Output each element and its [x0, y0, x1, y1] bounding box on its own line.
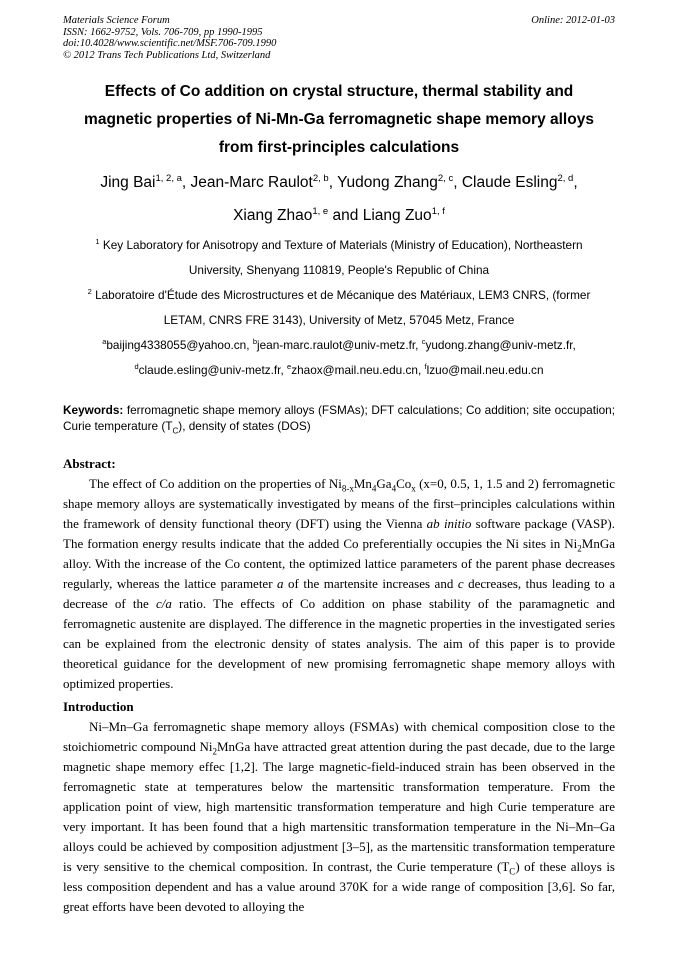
keywords-label: Keywords: — [63, 403, 124, 417]
author-list — [40, 166, 638, 232]
affiliation-2 — [60, 283, 618, 333]
affiliation-sup: 1 — [95, 237, 100, 247]
email-sup: f — [424, 362, 427, 372]
email-sup: c — [421, 337, 426, 347]
author-affil-sup: 1, f — [431, 205, 445, 217]
formula-sub: x — [411, 483, 416, 494]
abstract-text: of the martensite increases and — [283, 576, 458, 591]
abstract-text: (x=0, 0.5, 1, 1.5 and 2) ferromagnetic shape memory alloys are systematically investigated by means of the first–principles calculations within the framework of density functional theory (DFT) using the Vienna — [63, 476, 615, 531]
formula-sub: 4 — [391, 483, 397, 494]
author-line-1: Jing Bai$^{1, 2, a}$, Jean-Marc Raulot$^{2, b}$, Yudong Zhang$^{2, c}$, Claude Esling$^{2, d}$, — [100, 172, 578, 191]
email-sup: b — [252, 337, 257, 347]
issn-line: ISSN: 1662-9752, Vols. 706-709, pp 1990-1995 — [63, 26, 263, 38]
author-line-2 — [40, 199, 638, 232]
intro-text: MnGa have attracted great attention during the past decade, due to the large magnetic shape memory effec [1,2]. The large magnetic-field-induced strain has been observed in the ferromagnetic state at temperatures below the martensitic transformation temperature. From the application point of view, high martensitic transformation temperature and high Curie temperature are very important. It has been found that a high martensitic transformation temperature in the Ni–Mn–Ga alloys could be achieved by composition adjustment [3–5], as the martensitic transformation temperature is very sensitive to the chemical composition. In contrast, the Curie temperature (T — [63, 739, 615, 874]
formula-sub: 2 — [212, 746, 217, 757]
email-link[interactable]: jean-marc.raulot@univ-metz.fr, — [256, 338, 419, 352]
abstract-text: decreases, thus leading to a decrease of the — [63, 576, 616, 611]
copyright-line: © 2012 Trans Tech Publications Ltd, Switzerland — [63, 49, 271, 61]
abstract-heading: Abstract: — [63, 456, 116, 471]
abstract-text: MnGa alloy. With the increase of the Co content, the optimized lattice parameters of the parent phase decreases regularly, whereas the lattice parameter — [63, 536, 615, 591]
email-link[interactable]: claude.esling@univ-metz.fr, — [138, 363, 284, 377]
abstract-italic: c/a — [155, 596, 172, 611]
formula-sub: 4 — [371, 483, 377, 494]
email-link[interactable]: zhaox@mail.neu.edu.cn, — [291, 363, 422, 377]
author-name: Liang Zuo — [362, 207, 432, 224]
online-date: Online: 2012-01-03 — [531, 15, 615, 26]
affiliation-1 — [60, 233, 618, 283]
title-line-3: from first-principles calculations — [218, 139, 460, 156]
affiliation-text: LETAM, CNRS FRE 3143), University of Metz, 57045 Metz, France — [163, 313, 515, 327]
formula-sub: 2 — [577, 543, 582, 554]
abstract-text: Ga — [376, 476, 392, 491]
affiliation-text: University, Shenyang 110819, People's Republic of China — [188, 263, 490, 277]
author-name: Jean-Marc Raulot — [190, 174, 313, 191]
journal-name: Materials Science Forum — [63, 15, 170, 26]
author-name: Jing Bai — [100, 174, 156, 191]
keywords-sub: C — [172, 426, 179, 436]
email-link[interactable]: yudong.zhang@univ-metz.fr, — [425, 338, 576, 352]
introduction-body — [63, 717, 615, 917]
abstract-text: The effect of Co addition on the properties of Ni — [89, 476, 342, 491]
abstract-italic: a — [277, 576, 284, 591]
affiliation-text: Laboratoire d'Étude des Microstructures et de Mécanique des Matériaux, LEM3 CNRS, (former — [95, 288, 591, 302]
author-and: and — [332, 207, 359, 224]
formula-sub: 8-x — [341, 483, 354, 494]
keywords-block — [63, 402, 615, 439]
abstract-text: ratio. The effects of Co addition on phase stability of the paramagnetic and ferromagnetic austenite are displayed. The difference in the magnetic properties in the investigated series can be explained from the electronic density of states analysis. The aim of this paper is to provide theoretical guidance for the development of new promising ferromagnetic shape memory alloys with optimized properties. — [63, 596, 616, 691]
affiliation-sup: 2 — [87, 287, 92, 297]
formula-sub: C — [509, 866, 516, 877]
paper-title — [40, 78, 638, 162]
introduction-heading: Introduction — [63, 699, 134, 714]
author-name: Xiang Zhao — [233, 207, 313, 224]
intro-text: Ni–Mn–Ga ferromagnetic shape memory alloys (FSMAs) with chemical composition close to the stoichiometric compound Ni — [63, 719, 615, 754]
title-line-1: Effects of Co addition on crystal structure, thermal stability and — [104, 83, 574, 100]
email-sup: d — [134, 362, 139, 372]
author-affil-sup: 2, c — [437, 172, 454, 184]
introduction-section — [63, 697, 615, 917]
email-link[interactable]: baijing4338055@yahoo.cn, — [106, 338, 250, 352]
author-name: Yudong Zhang — [337, 174, 438, 191]
abstract-text: Co — [396, 476, 412, 491]
abstract-text: Mn — [353, 476, 372, 491]
abstract-italic: ab initio — [426, 516, 472, 531]
author-affil-sup: 2, b — [312, 172, 329, 184]
title-line-2: magnetic properties of Ni-Mn-Ga ferromagnetic shape memory alloys — [84, 111, 594, 128]
keywords-text: ), density of states (DOS) — [178, 419, 311, 433]
keywords-text: ferromagnetic shape memory alloys (FSMAs); DFT calculations; Co addition; site occupation; Curie temperature (T — [63, 403, 615, 433]
email-link[interactable]: lzuo@mail.neu.edu.cn — [426, 363, 544, 377]
author-name: Claude Esling — [461, 174, 558, 191]
abstract-body — [63, 474, 615, 694]
author-affil-sup: 1, 2, a — [155, 172, 182, 184]
author-affil-sup: 2, d — [557, 172, 574, 184]
author-affil-sup: 1, e — [312, 205, 329, 217]
intro-text: ) of these alloys is less composition dependent and has a value around 370K for a wide range of composition [3,6]. So far, great efforts have been devoted to alloying the — [63, 859, 615, 914]
email-sup: e — [287, 362, 292, 372]
abstract-italic: c — [457, 576, 464, 591]
email-list — [60, 333, 618, 383]
abstract-text: software package (VASP). The formation energy results indicate that the added Co preferentially occupies the Ni sites in Ni — [63, 516, 615, 551]
doi-line: doi:10.4028/www.scientific.net/MSF.706-709.1990 — [63, 38, 277, 50]
journal-header — [63, 15, 615, 61]
affiliation-text: Key Laboratory for Anisotropy and Texture of Materials (Ministry of Education), Northeastern — [102, 238, 583, 252]
abstract-section — [63, 454, 615, 694]
email-sup: a — [102, 337, 107, 347]
